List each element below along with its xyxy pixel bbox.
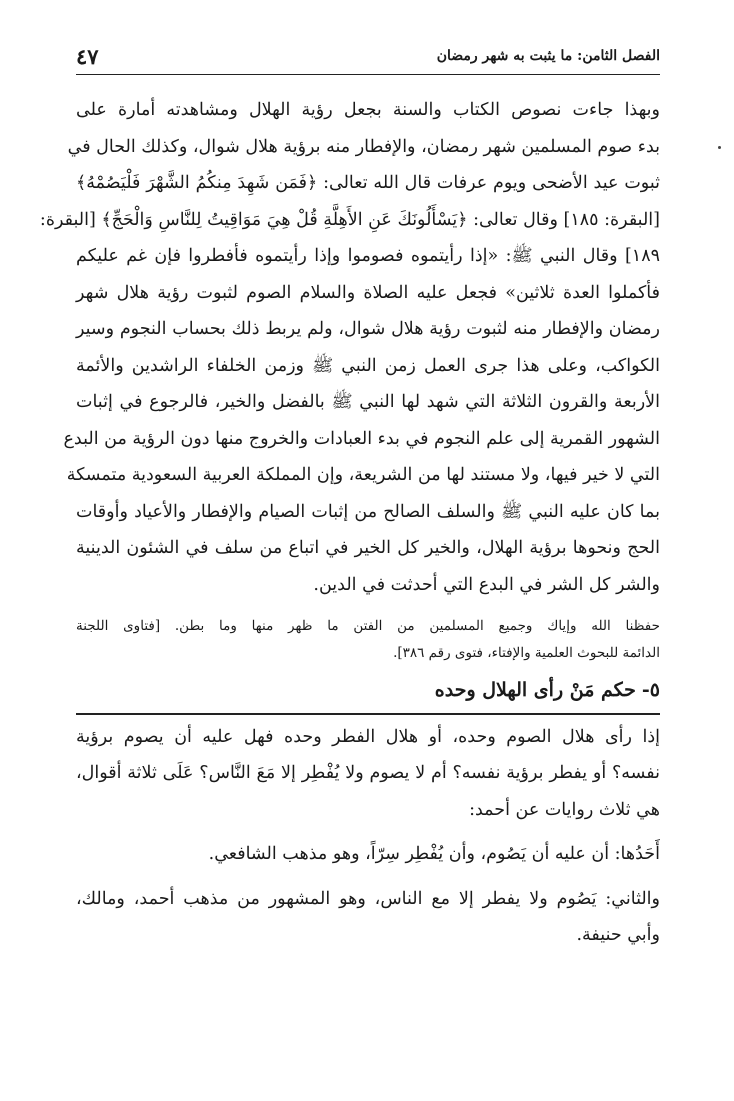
paragraph-line: وبهذا جاءت نصوص الكتاب والسنة بجعل رؤية الهلال ومشاهدته أمارة على [76, 100, 660, 120]
page-number: ٤٧ [76, 44, 99, 69]
running-title: الفصل الثامن: ما يثبت به شهر رمضان [436, 48, 660, 64]
opinion-one: أَحَدُها: أن عليه أن يَصُوم، وأن يُفْطِر سِرّاً، وهو مذهب الشافعي. [208, 844, 660, 864]
fatwa-reference-line: حفظنا الله وإياك وجميع المسلمين من الفتن ما ظهر منها وما بطن. [فتاوى اللجنة [76, 618, 660, 634]
paragraph-line: ثبوت عيد الأضحى ويوم عرفات قال الله تعالى: ﴿فَمَن شَهِدَ مِنكُمُ الشَّهْرَ فَلْيَصُمْهُ﴾ [76, 173, 660, 193]
paragraph-line: هي ثلاث روايات عن أحمد: [469, 799, 660, 820]
paragraph-line: والشر كل الشر في البدع التي أحدثت في الدين. [313, 574, 660, 595]
margin-dot [718, 146, 721, 149]
paragraph-line: بما كان عليه النبي ﷺ والسلف الصالح من إثبات الصيام والإفطار والأعياد وأوقات [76, 501, 660, 522]
section-title: حكم مَنْ رأى الهلال وحده [434, 679, 636, 701]
opinion-two: والثاني: يَصُوم ولا يفطر إلا مع الناس، وهو المشهور من مذهب أحمد، ومالك، [76, 888, 660, 909]
section-heading [76, 667, 660, 713]
section-number: ٥- [641, 679, 660, 701]
paragraph-line: ١٨٩] وقال النبي ﷺ: «إذا رأيتموه فصوموا وإذا رأيتموه فأفطروا فإن غم عليكم [76, 246, 660, 266]
paragraph-line: نفسه؟ أو يفطر برؤية نفسه؟ أم لا يصوم ولا يُفْطِر إلا مَعَ النَّاس؟ عَلَى ثلاثة أقوال، [76, 763, 660, 783]
paragraph-line: التي لا خير فيها، ولا مستند لها من الشريعة، وإن المملكة العربية السعودية متمسكة [66, 465, 660, 485]
paragraph-line: الحج ونحوها برؤية الهلال، والخير كل الخير في اتباع من سلف في الشئون الدينية [76, 538, 660, 558]
paragraph-line: [البقرة: ١٨٥] وقال تعالى: ﴿يَسْأَلُونَكَ عَنِ الأَهِلَّةِ قُلْ هِيَ مَوَاقِيتُ لِلنَّاسِ وَالْحَجِّ﴾ [البقرة: [39, 209, 660, 230]
page-body [39, 92, 660, 954]
paragraph-line: الشهور القمرية إلى علم النجوم في بدء العبادات والخروج منها دون الرؤية من البدع [63, 428, 660, 449]
paragraph-line: فأكملوا العدة ثلاثين» فجعل عليه الصلاة والسلام الصوم لثبوت رؤية هلال شهر [76, 282, 660, 303]
paragraph-line: رمضان والإفطار منه لثبوت رؤية هلال شوال، ولم يربط ذلك بحساب النجوم وسير [76, 319, 660, 339]
paragraph-line: إذا رأى هلال الصوم وحده، أو هلال الفطر وحده فهل عليه أن يصوم برؤية [76, 726, 660, 747]
paragraph-line: بدء صوم المسلمين شهر رمضان، والإفطار منه برؤية هلال شوال، وكذلك الحال في [67, 136, 660, 157]
page-header [76, 44, 660, 75]
paragraph-line: الأربعة والقرون الثلاثة التي شهد لها النبي ﷺ بالفضل والخير، فالرجوع في إثبات [76, 392, 660, 412]
paragraph-line: الكواكب، وعلى هذا جرى العمل زمن النبي ﷺ وزمن الخلفاء الراشدين والأئمة [76, 355, 660, 376]
heading-rule [76, 713, 660, 715]
opinion-two: وأبي حنيفة. [576, 925, 660, 945]
fatwa-reference-line: الدائمة للبحوث العلمية والإفتاء، فتوى رقم ٣٨٦]. [393, 645, 660, 661]
